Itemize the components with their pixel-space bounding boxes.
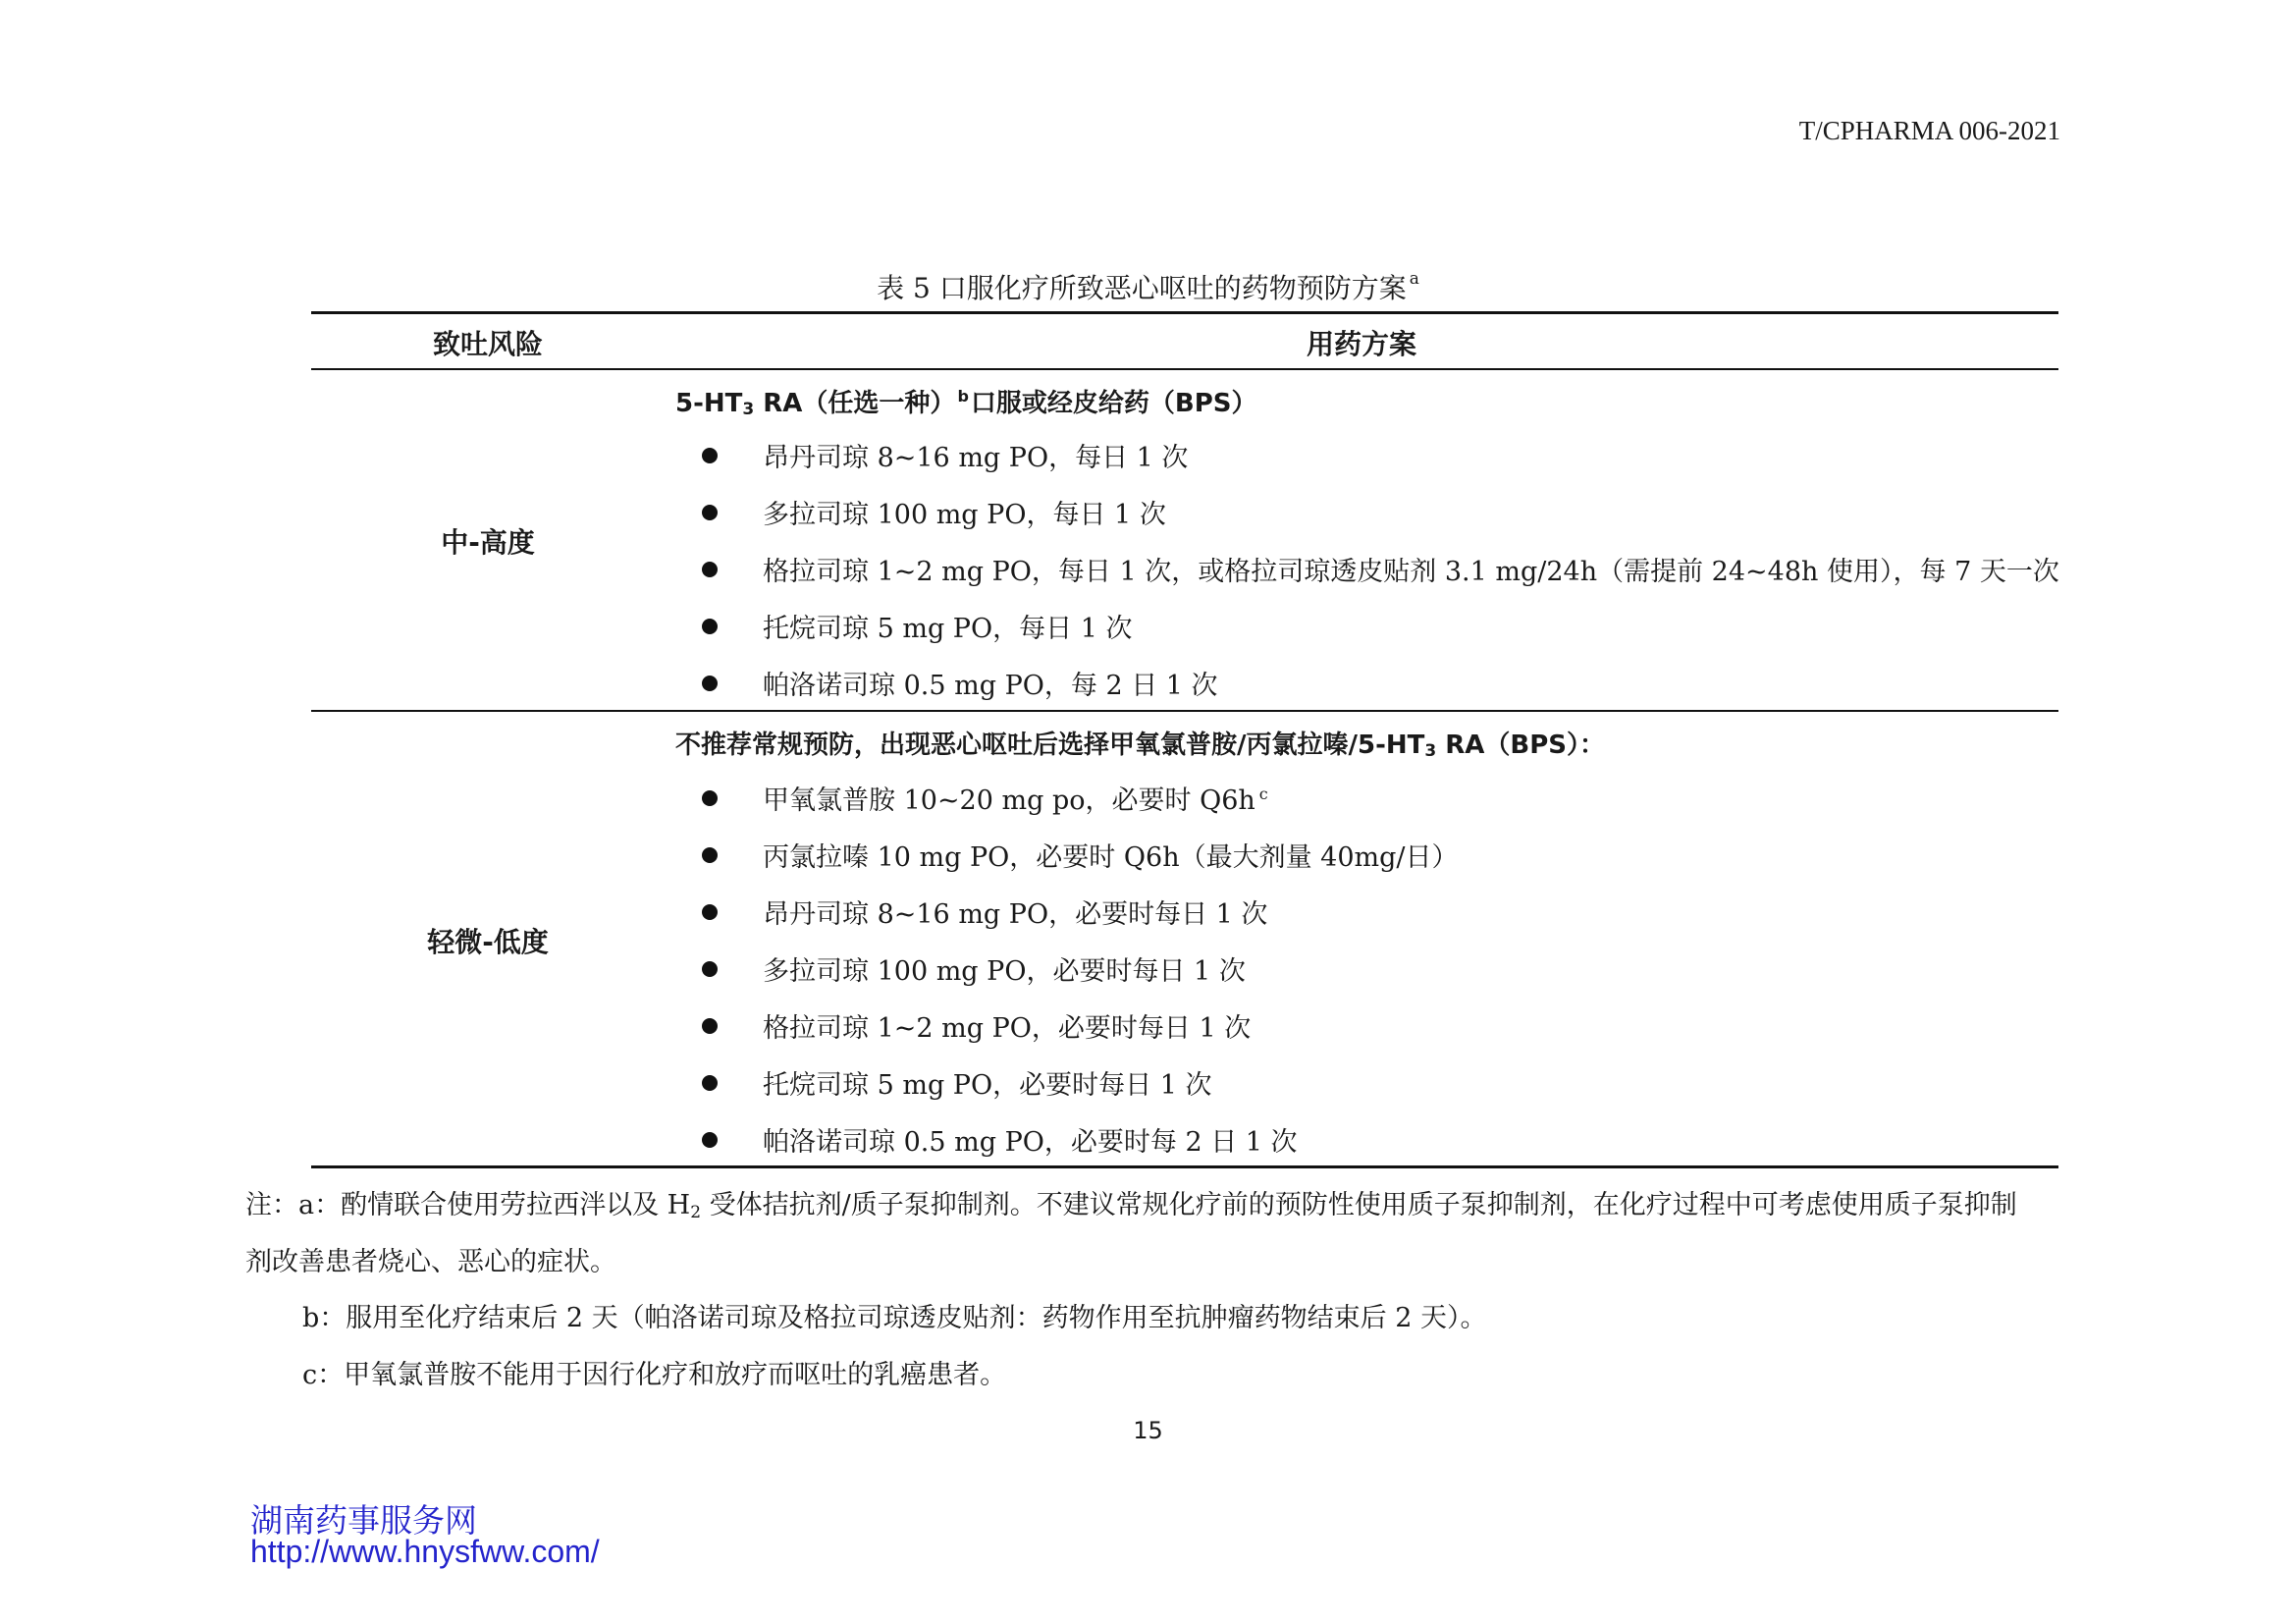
note-a-continued: 剂改善患者烧心、恶心的症状。 [245,1247,616,1277]
risk-moderate-high: 中-高度 [441,526,535,559]
caption-text: 表 5 口服化疗所致恶心呕吐的药物预防方案 [877,272,1407,304]
bullet-icon [702,1132,718,1148]
group-heading: $5-HT_3$ RA（任选一种） $^b$口服或经皮给药（BPS） [675,387,1257,419]
bullet-icon [702,904,718,920]
list-item: 托烷司琼 5 mg PO，每日 1 次 [702,607,1132,646]
bullet-icon [702,847,718,863]
list-item: 格拉司琼 1~2 mg PO，必要时每日 1 次 [702,1006,1251,1046]
bullet-icon [702,961,718,977]
list-item: 格拉司琼 1~2 mg PO，每日 1 次，或格拉司琼透皮贴剂 3.1 mg/24h（需提前 24~48h 使用），每 7 天一次 [702,550,2059,589]
header-risk: 致吐风险 [432,328,543,360]
list-item: 甲氧氯普胺 10~20 mg po，必要时 Q6h $^c$ [702,779,1268,818]
list-item: 昂丹司琼 8~16 mg PO，每日 1 次 [702,436,1188,475]
list-item: 托烷司琼 5 mg PO，必要时每日 1 次 [702,1063,1211,1103]
list-item: 帕洛诺司琼 0.5 mg PO，每 2 日 1 次 [702,664,1218,703]
bullet-icon [702,505,718,520]
note-b: b：服用至化疗结束后 2 天（帕洛诺司琼及格拉司琼透皮贴剂：药物作用至抗肿瘤药物结束后 2 天）。 [302,1303,1487,1333]
page-number: 15 [1133,1417,1163,1444]
footnote-mark: c [1258,785,1268,803]
bullet-icon [702,448,718,463]
table-bottom-rule [311,1165,2058,1168]
table-group-rule [311,710,2058,712]
standard-number: T/CPHARMA 006-2021 [1798,116,2060,145]
watermark-url[interactable]: http://www.hnysfww.com/ [250,1534,600,1569]
risk-minimal-low: 轻微-低度 [427,926,549,958]
bullet-icon [702,562,718,577]
table-header-rule [311,368,2058,370]
table-caption [0,267,2296,306]
bullet-icon [702,1018,718,1034]
list-item: 丙氯拉嗪 10 mg PO，必要时 Q6h（最大剂量 40mg/日） [702,836,1459,875]
bullet-icon [702,619,718,634]
note-c: c：甲氧氯普胺不能用于因行化疗和放疗而呕吐的乳癌患者。 [302,1360,1007,1390]
list-item: 多拉司琼 100 mg PO，必要时每日 1 次 [702,949,1246,989]
list-item: 多拉司琼 100 mg PO，每日 1 次 [702,493,1166,532]
list-item: 昂丹司琼 8~16 mg PO，必要时每日 1 次 [702,893,1267,932]
note-a: 注：a：酌情联合使用劳拉西泮以及 $H_2$ 受体拮抗剂/质子泵抑制剂。不建议常规化疗前的预防性使用质子泵抑制剂，在化疗过程中可考虑使用质子泵抑制 [245,1190,2017,1222]
list-item: 帕洛诺司琼 0.5 mg PO，必要时每 2 日 1 次 [702,1120,1298,1160]
bullet-icon [702,676,718,691]
watermark-site-name: 湖南药事服务网 [250,1501,477,1540]
bullet-icon [702,790,718,806]
header-plan: 用药方案 [1306,328,1416,360]
table-top-rule [311,311,2058,314]
group-heading: 不推荐常规预防，出现恶心呕吐后选择甲氧氯普胺/丙氯拉嗪$/5-HT_3$ RA（BPS）： [675,731,1606,761]
bullet-icon [702,1075,718,1091]
caption-footnote-mark: a [1409,269,1419,289]
